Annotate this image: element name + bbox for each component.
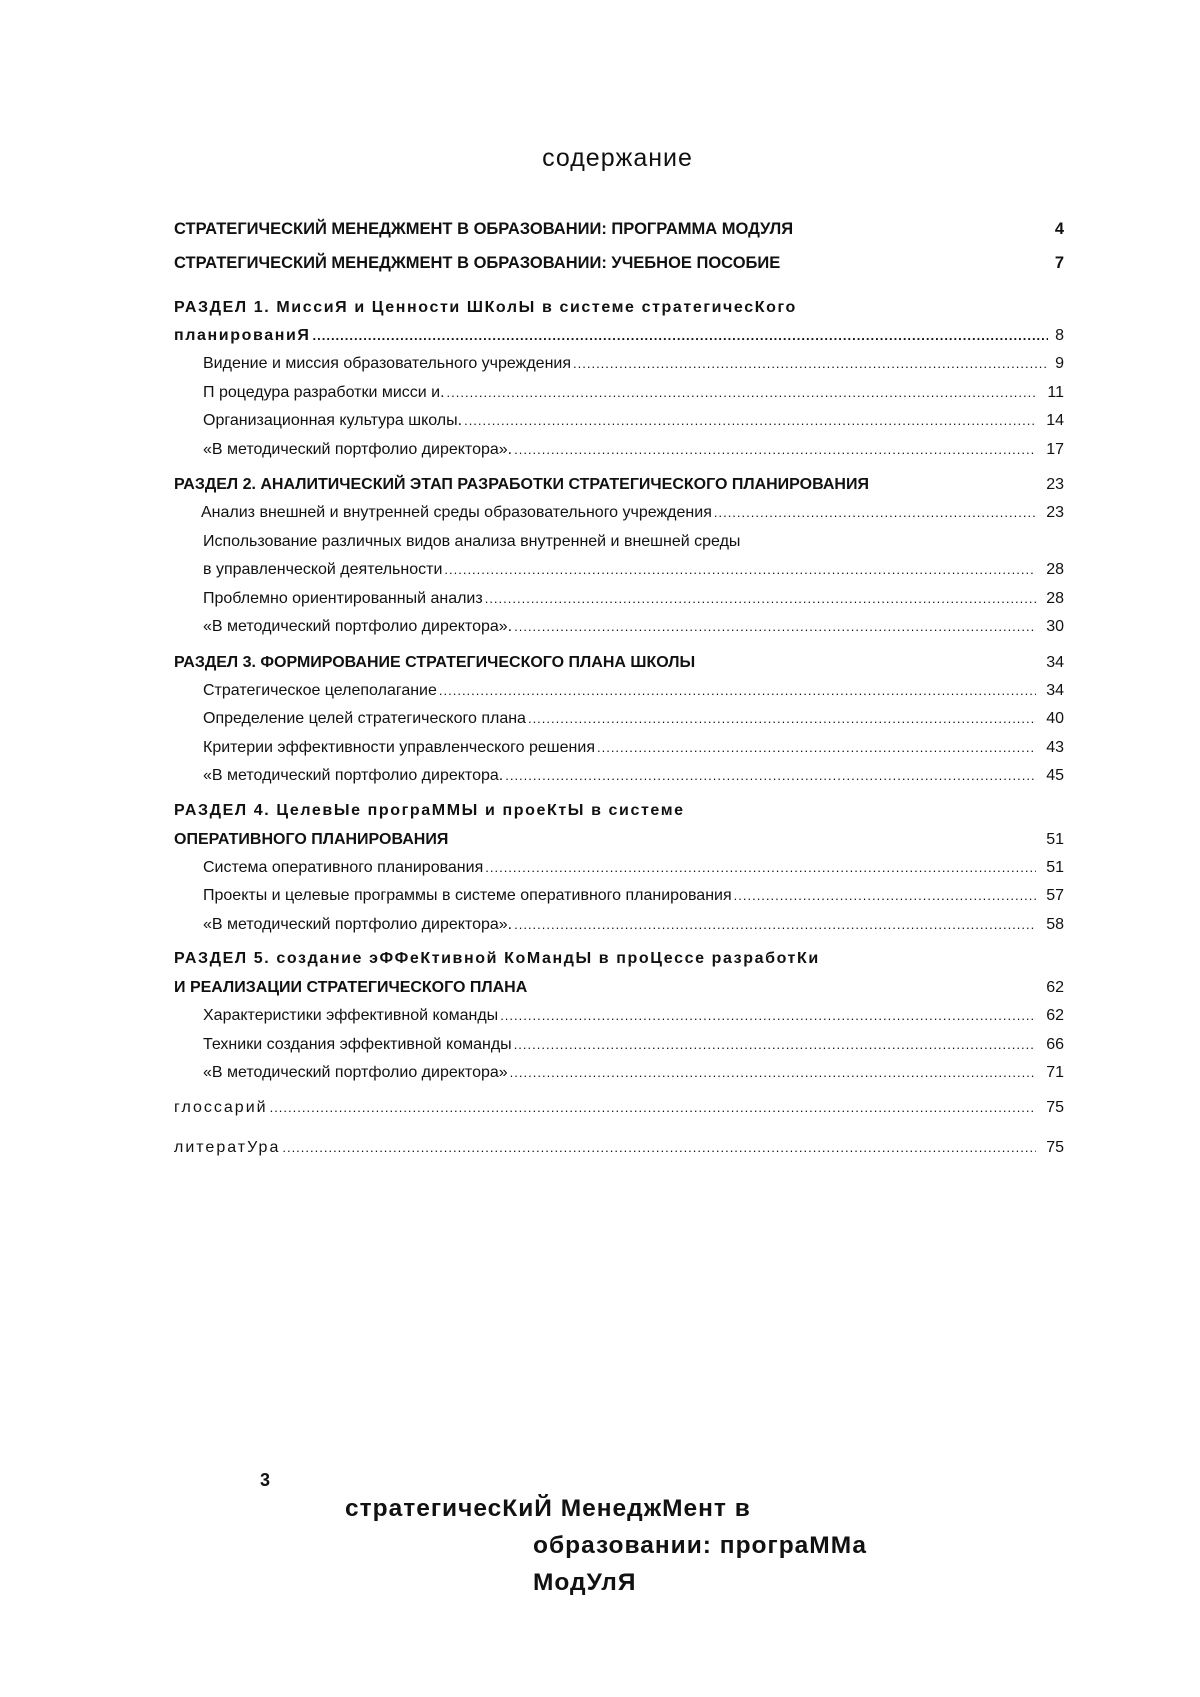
leader-dots	[514, 613, 1036, 642]
toc-entry-title: СТРАТЕГИЧЕСКИЙ МЕНЕДЖМЕНТ В ОБРАЗОВАНИИ: ПРОГРАММА МОДУЛЯ	[174, 220, 794, 238]
toc-entry-page: 23	[1046, 504, 1064, 521]
chapter-heading-line3: МодУлЯ	[533, 1569, 637, 1596]
toc-entry-title: Техники создания эффективной команды	[203, 1035, 512, 1053]
section-heading-cont[interactable]	[174, 825, 1064, 854]
chapter-heading	[345, 1490, 945, 1601]
leader-dots	[514, 436, 1036, 465]
toc-entry-page: 75	[1046, 1098, 1064, 1116]
section-heading-line1: РАЗДЕЛ 1. МиссиЯ и Ценности ШКолЫ в системе стратегичесКого	[174, 299, 797, 316]
toc-entry-title: Характеристики эффективной команды	[203, 1007, 499, 1024]
toc-entry-page: 7	[1054, 254, 1064, 272]
section-page: 8	[1055, 327, 1064, 344]
leader-dots	[444, 556, 1036, 585]
leader-dots	[439, 677, 1036, 706]
section-heading-cont[interactable]	[174, 973, 1064, 1002]
section-heading[interactable]	[174, 945, 1064, 973]
toc-entry[interactable]	[174, 407, 1064, 436]
toc-entry-title: глоссарий	[174, 1098, 268, 1116]
section-heading[interactable]	[174, 470, 1064, 499]
toc-entry-title: Система оперативного планирования	[203, 858, 484, 876]
leader-dots	[714, 499, 1036, 528]
toc-entry[interactable]	[174, 350, 1064, 379]
toc-entry-glossary[interactable]	[174, 1088, 1064, 1128]
toc-entry-page: 28	[1046, 561, 1064, 578]
section-heading-line1: РАЗДЕЛ 5. создание эФФеКтивной КоМандЫ в проЦессе разработКи	[174, 950, 820, 967]
toc-entry[interactable]	[174, 854, 1064, 883]
leader-dots	[485, 585, 1036, 614]
toc-entry[interactable]	[174, 677, 1064, 706]
toc-entry-title: Критерии эффективности управленческого решения	[203, 738, 595, 756]
leader-dots	[282, 1128, 1036, 1168]
toc-entry-page: 58	[1046, 915, 1064, 933]
toc-entry-page: 57	[1046, 887, 1064, 904]
toc-entry-title: Организационная культура школы.	[203, 412, 463, 429]
section-heading[interactable]	[174, 294, 1064, 322]
leader-dots	[313, 322, 1049, 350]
section-page: 62	[1046, 979, 1064, 996]
toc-section-2	[174, 470, 1064, 642]
toc-entry[interactable]	[174, 762, 1064, 791]
toc-entry-page: 9	[1055, 355, 1064, 372]
section-heading-cont[interactable]	[174, 322, 1064, 350]
toc-entry-title: Проекты и целевые программы в системе оперативного планирования	[203, 887, 732, 904]
leader-dots	[573, 350, 1048, 379]
toc-entry-page: 43	[1046, 738, 1064, 756]
toc-entry-program[interactable]	[174, 220, 1064, 254]
leader-dots	[514, 911, 1036, 940]
toc-entry-page: 17	[1046, 440, 1064, 458]
leader-dots	[500, 1002, 1036, 1031]
leader-dots	[505, 762, 1036, 791]
leader-dots	[528, 705, 1036, 734]
toc-entry-title: Видение и миссия образовательного учреждения	[203, 355, 572, 372]
section-heading-line2: планированиЯ	[174, 327, 311, 344]
chapter-heading-line1: стратегичесКиЙ МенеджМент в	[345, 1495, 751, 1522]
toc-entry-page: 45	[1046, 767, 1064, 784]
toc-entry-title: «В методический портфолио директора.	[203, 767, 504, 784]
leader-dots	[514, 1031, 1036, 1060]
toc-entry-page: 11	[1047, 383, 1064, 401]
toc-entry-title: «В методический портфолио директора».	[203, 915, 513, 933]
toc-entry[interactable]	[174, 1031, 1064, 1060]
toc-entry-title: СТРАТЕГИЧЕСКИЙ МЕНЕДЖМЕНТ В ОБРАЗОВАНИИ: УЧЕБНОЕ ПОСОБИЕ	[174, 254, 781, 272]
toc-entry-page: 34	[1046, 681, 1064, 699]
toc-entry[interactable]	[174, 585, 1064, 614]
toc-entry[interactable]	[174, 882, 1064, 911]
section-page: 34	[1046, 653, 1064, 671]
toc-entry-literature[interactable]	[174, 1128, 1064, 1168]
leader-dots	[270, 1088, 1036, 1128]
leader-dots	[510, 1059, 1036, 1088]
toc-entry-title: Стратегическое целеполагание	[203, 681, 437, 699]
toc-section-3	[174, 648, 1064, 791]
toc-entry-page: 62	[1046, 1007, 1064, 1024]
toc-entry-page: 75	[1046, 1138, 1064, 1156]
toc-entry-title: Анализ внешней и внутренней среды образовательного учреждения	[201, 504, 712, 521]
section-heading-line1: РАЗДЕЛ 4. ЦелевЫе програММЫ и проеКтЫ в системе	[174, 801, 685, 819]
toc-entry-title: «В методический портфолио директора».	[203, 440, 513, 458]
section-heading-line1: РАЗДЕЛ 2. АНАЛИТИЧЕСКИЙ ЭТАП РАЗРАБОТКИ СТРАТЕГИЧЕСКОГО ПЛАНИРОВАНИЯ	[174, 476, 869, 493]
toc-entry-page: 4	[1054, 220, 1064, 238]
toc-entry-page: 71	[1046, 1064, 1064, 1081]
toc-entry[interactable]	[174, 499, 1064, 528]
section-heading-line1: РАЗДЕЛ 3. ФОРМИРОВАНИЕ СТРАТЕГИЧЕСКОГО ПЛАНА ШКОЛЫ	[174, 653, 696, 671]
section-heading[interactable]	[174, 648, 1064, 677]
toc-entry-page: 40	[1046, 710, 1064, 727]
toc-entry[interactable]	[174, 556, 1064, 585]
leader-dots	[447, 379, 1036, 408]
toc-entry[interactable]	[174, 705, 1064, 734]
toc-entry-title: П роцедура разработки мисси и.	[203, 383, 445, 401]
section-page: 23	[1046, 476, 1064, 493]
toc-entry[interactable]	[174, 436, 1064, 465]
leader-dots	[464, 407, 1036, 436]
toc-entry-title: в управленческой деятельности	[203, 561, 443, 578]
toc-section-4	[174, 797, 1064, 940]
section-page: 51	[1046, 830, 1064, 848]
toc-entry-page: 28	[1046, 589, 1064, 607]
toc-entry-title: «В методический портфолио директора»	[203, 1064, 508, 1081]
toc-entry-title: Определение целей стратегического плана	[203, 710, 526, 727]
toc-entry-title: Проблемно ориентированный анализ	[203, 589, 483, 607]
section-heading[interactable]	[174, 797, 1064, 825]
toc-entry[interactable]	[174, 379, 1064, 408]
toc-entry[interactable]	[174, 1059, 1064, 1088]
section-heading-line2: И РЕАЛИЗАЦИИ СТРАТЕГИЧЕСКОГО ПЛАНА	[174, 979, 528, 996]
page-number: 3	[260, 1470, 271, 1490]
toc-entry-page: 66	[1046, 1035, 1064, 1053]
leader-dots	[734, 882, 1036, 911]
toc-section-1	[174, 294, 1064, 464]
table-of-contents	[174, 220, 1064, 1168]
leader-dots	[597, 734, 1036, 763]
toc-entry-title-line1: Использование различных видов анализа внутренней и внешней среды	[203, 532, 741, 550]
toc-entry-page: 30	[1046, 618, 1064, 635]
toc-entry-page: 14	[1046, 412, 1064, 429]
leader-dots	[485, 854, 1036, 883]
toc-entry-title: «В методический портфолио директора».	[203, 618, 513, 635]
toc-entry[interactable]	[174, 613, 1064, 642]
toc-entry[interactable]	[174, 911, 1064, 940]
toc-entry[interactable]	[174, 734, 1064, 763]
toc-entry-page: 51	[1046, 858, 1064, 876]
section-heading-line2: ОПЕРАТИВНОГО ПЛАНИРОВАНИЯ	[174, 830, 449, 848]
chapter-heading-line2: образовании: програММа	[533, 1532, 868, 1559]
page-title: содержание	[542, 144, 693, 172]
toc-entry-textbook[interactable]	[174, 254, 1064, 288]
toc-entry-title: литератУра	[174, 1138, 281, 1156]
toc-section-5	[174, 945, 1064, 1088]
toc-entry[interactable]	[174, 1002, 1064, 1031]
